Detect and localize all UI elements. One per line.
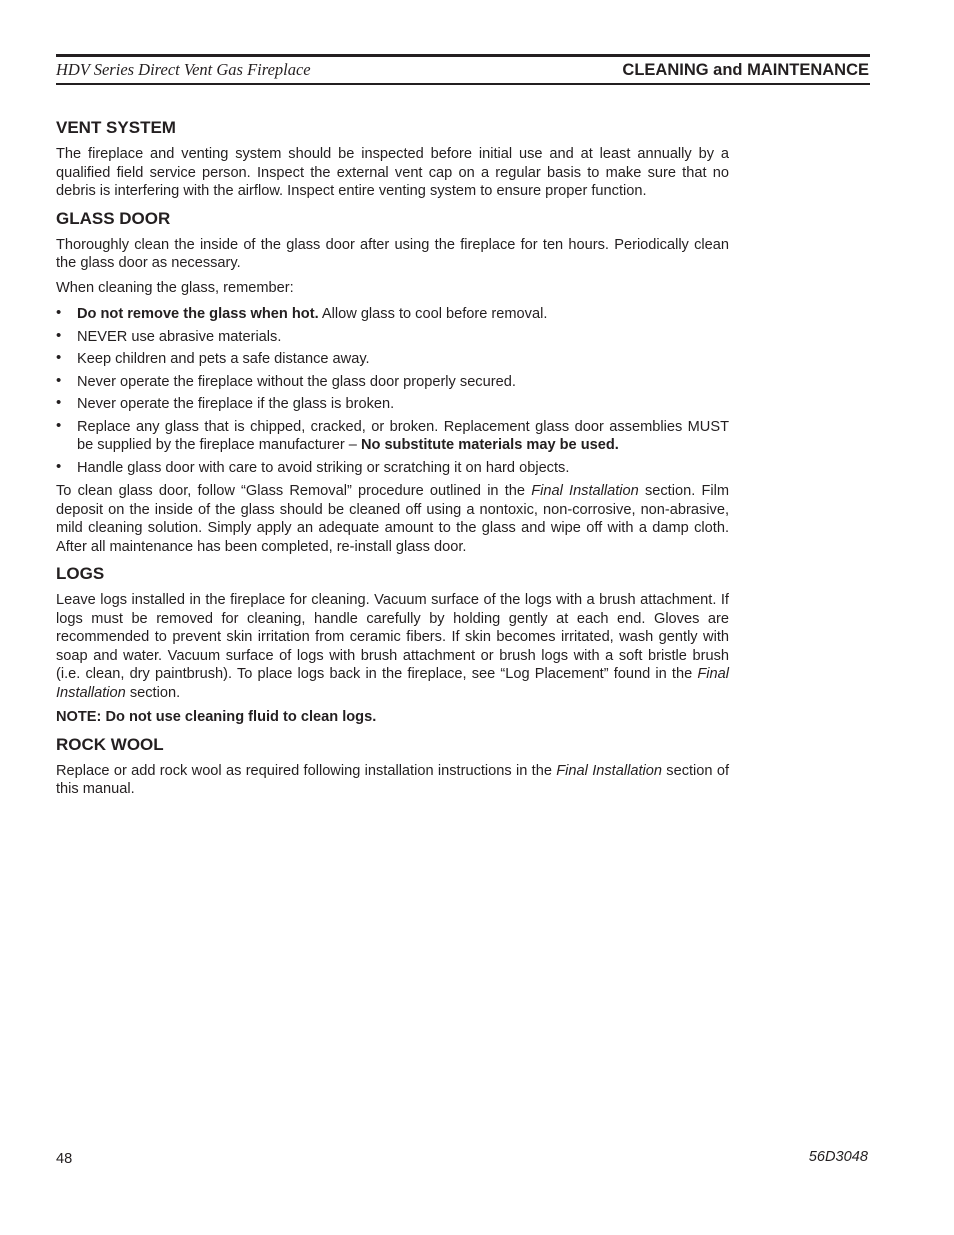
bold-text: No substitute materials may be used. <box>360 437 619 453</box>
bullet-icon: • <box>56 371 62 389</box>
bullet-icon: • <box>56 304 62 321</box>
list-item-text: Keep children and pets a safe distance away. <box>77 351 370 367</box>
italic-text: Final Installation <box>531 483 639 499</box>
section-logs <box>56 564 729 727</box>
list-item-text: Handle glass door with care to avoid striking or scratching it on hard objects. <box>77 459 570 476</box>
bold-text: Do not remove the glass when hot. <box>77 306 319 322</box>
text-run: To clean glass door, follow “Glass Removal” procedure outlined in the <box>56 483 532 499</box>
paragraph <box>56 762 729 799</box>
list-item <box>56 418 729 455</box>
bullet-icon: • <box>56 326 62 344</box>
list-item <box>56 395 729 414</box>
list-item-text: NEVER use abrasive materials. <box>77 328 282 345</box>
header-section-title: CLEANING and MAINTENANCE <box>622 61 869 79</box>
list-item <box>56 328 729 347</box>
bullet-icon: • <box>56 394 62 411</box>
bullet-icon: • <box>56 457 62 475</box>
document-code: 56D3048 <box>808 1149 868 1165</box>
header-rule-top <box>56 54 870 57</box>
section-glass-door <box>56 209 729 557</box>
text-run: section of this manual. <box>56 762 730 797</box>
section-heading: GLASS DOOR <box>56 208 171 228</box>
italic-text: Final Installation <box>556 762 662 779</box>
bullet-icon: • <box>56 349 62 366</box>
list-item <box>56 350 729 369</box>
section-rock-wool <box>56 735 729 799</box>
text-run: Leave logs installed in the fireplace for cleaning. Vacuum surface of the logs with a brush attachment. If logs must be removed for cleaning, handle carefully by holding gently at each end. Gloves are recommended to prevent skin irritation from ceramic fibers. If skin becomes irritated, wash gently with soap and water. Vacuum surface of logs with brush attachment or brush logs with a soft bristle brush (i.e. clean, dry paintbrush). To place logs back in the fireplace, see “Log Placement” found in the <box>56 592 729 682</box>
bullet-list <box>56 305 729 477</box>
list-item-text: Never operate the fireplace if the glass is broken. <box>77 396 395 412</box>
paragraph: When cleaning the glass, remember: <box>56 279 294 296</box>
list-item <box>56 305 729 324</box>
bullet-icon: • <box>56 416 62 434</box>
list-item-text: Replace any glass that is chipped, cracked, or broken. Replacement glass door assemblies MUST be supplied by the fireplace manufacturer – <box>77 418 729 453</box>
page-content <box>56 118 729 807</box>
text-run: section. <box>125 684 181 701</box>
paragraph <box>56 482 729 556</box>
italic-text: Final Installation <box>56 666 729 701</box>
paragraph <box>56 591 729 702</box>
paragraph: Thoroughly clean the inside of the glass door after using the fireplace for ten hours. Periodically clean the glass door as necessary. <box>56 236 729 271</box>
section-heading: ROCK WOOL <box>56 734 164 754</box>
page-number: 48 <box>56 1151 73 1167</box>
list-item <box>56 459 729 478</box>
text-run: section. Film deposit on the inside of the glass should be cleaned off using a nontoxic, non-corrosive, non-abrasive, mild cleaning solution. Simply apply an adequate amount to the glass and wipe off with a damp cloth. After all maintenance has been completed, re-install glass door. <box>56 483 730 555</box>
text-run: Replace or add rock wool as required following installation instructions in the <box>56 762 557 779</box>
list-item <box>56 373 729 392</box>
paragraph: The fireplace and venting system should be inspected before initial use and at least annually by a qualified field service person. Inspect the external vent cap on a regular basis to make sure that no debris is interfering with the airflow. Inspect entire venting system to ensure proper function. <box>56 146 729 199</box>
section-vent-system <box>56 118 729 201</box>
list-item-text: Never operate the fireplace without the glass door properly secured. <box>77 373 516 390</box>
list-item-text: Allow glass to cool before removal. <box>318 306 548 322</box>
header-product-title: HDV Series Direct Vent Gas Fireplace <box>56 60 311 79</box>
section-heading: LOGS <box>56 564 105 583</box>
note-text: NOTE: Do not use cleaning fluid to clean logs. <box>56 709 377 725</box>
header-rule-bottom <box>56 83 870 85</box>
section-heading: VENT SYSTEM <box>56 118 176 137</box>
